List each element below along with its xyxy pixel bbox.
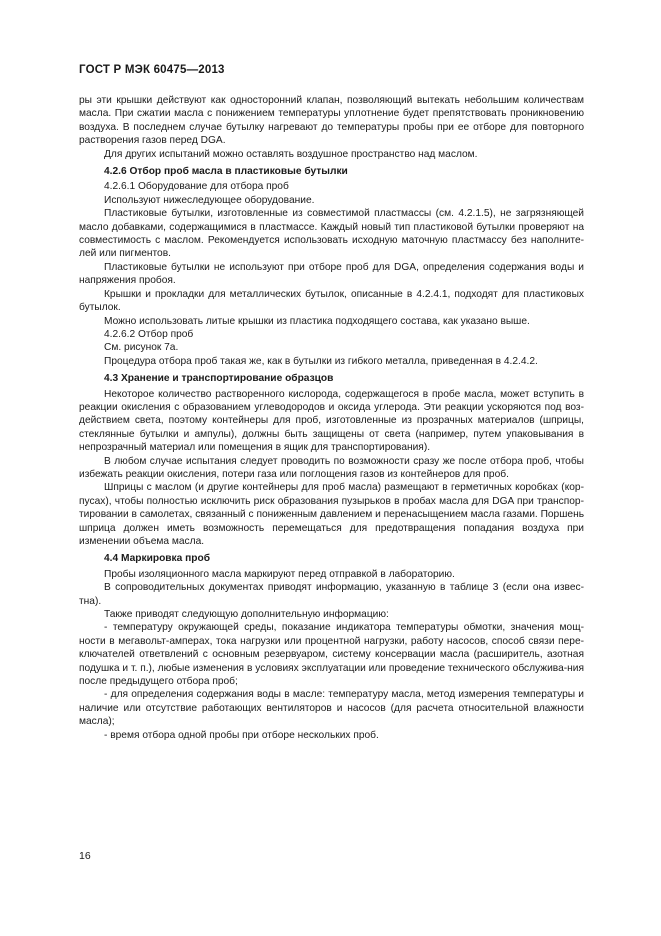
- document-body: [79, 94, 584, 742]
- page-number: 16: [79, 850, 91, 862]
- paragraph: Пластиковые бутылки не используют при отборе проб для DGA, определения содержания воды и напряжения пробоя.: [79, 261, 584, 287]
- paragraph: Процедура отбора проб такая же, как в бутылки из гибкого металла, приведенная в 4.2.4.2.: [104, 355, 538, 367]
- paragraph: Также приводят следующую дополнительную информацию:: [104, 609, 389, 621]
- document-header: ГОСТ Р МЭК 60475—2013: [79, 64, 225, 76]
- section-heading: 4.4 Маркировка проб: [104, 553, 211, 565]
- paragraph: В сопроводительных документах приводят информацию, указанную в таблице 3 (если она извес-тна).: [79, 582, 584, 607]
- list-item: - для определения содержания воды в масле: температуру масла, метод измерения температуры и наличие или отсутствие работающих вентиляторов и насосов (для расчета относительной влажности масла);: [79, 689, 584, 728]
- section-heading: 4.2.6 Отбор проб масла в пластиковые бутылки: [104, 166, 348, 178]
- paragraph: Пробы изоляционного масла маркируют перед отправкой в лабораторию.: [104, 568, 455, 580]
- paragraph: См. рисунок 7а.: [104, 342, 179, 354]
- paragraph: Пластиковые бутылки, изготовленные из совместимой пластмассы (см. 4.2.1.5), не загрязняющей масло добавками, содержащимися в пластмассе. Каждый новый тип пластиковой бутылки проверяют на совместимость с маслом. Рекомендуется использовать исходную маточную пластмассу без наполните-лей или пигментов.: [79, 208, 584, 260]
- section-heading: 4.3 Хранение и транспортирование образцов: [104, 373, 334, 385]
- paragraph: Крышки и прокладки для металлических бутылок, описанные в 4.2.4.1, подходят для пластиковых бутылок.: [79, 288, 584, 314]
- paragraph: В любом случае испытания следует проводить по возможности сразу же после отбора проб, чтобы избежать реакции окисления, потери газа или поглощения газов из контейнеров для проб.: [79, 455, 584, 480]
- paragraph: ры эти крышки действуют как односторонний клапан, позволяющий вытекать небольшим количествам масла. При сжатии масла с понижением температуры уплотнение будет препятствовать проникновению воздуха. В последнем случае бутылку нагревают до температуры пробы при ее отборе для повторного растворения газов перед DGA.: [79, 95, 584, 147]
- paragraph: Используют нижеследующее оборудование.: [104, 194, 315, 206]
- subsection-heading: 4.2.6.2 Отбор проб: [104, 328, 194, 340]
- paragraph: Для других испытаний можно оставлять воздушное пространство над маслом.: [104, 148, 478, 160]
- paragraph: Некоторое количество растворенного кислорода, содержащегося в пробе масла, может вступить в реакции окисления с образованием углеводородов и оксида углерода. Эти реакции ускоряются под воз-действием света, поэтому контейнеры для проб, изготовленные из прозрачных материалов (шприцы, стеклянные бутылки и ампулы), должны быть защищены от света (например, путем упаковывания в непрозрачный материал или помещения в ящик для транспортирования).: [79, 388, 584, 454]
- paragraph: Шприцы с маслом (и другие контейнеры для проб масла) размещают в герметичных коробках (кор-пусах), чтобы полностью исключить риск образования пузырьков в пробах масла для DGA при транспор-тировании в самолетах, связанный с пониженным давлением и перенасыщением масла газами. Поршень шприца должен иметь возможность перемещаться для предотвращения попадания воздуха при изменении объема масла.: [79, 482, 584, 547]
- list-item: - температуру окружающей среды, показание индикатора температуры обмотки, значения мощ-ности в мегавольт-амперах, тока нагрузки или процентной нагрузки, работу насосов, способ связи пере-ключателей ответвлений с основным резервуаром, систему консервации масла (расширитель, азотная подушка и т. п.), любые изменения в условиях эксплуатации или проведение технического обслужива-ния после предыдущего отбора проб;: [79, 622, 584, 688]
- paragraph: Можно использовать литые крышки из пластика подходящего состава, как указано выше.: [104, 315, 530, 327]
- subsection-heading: 4.2.6.1 Оборудование для отбора проб: [104, 181, 289, 193]
- list-item: - время отбора одной пробы при отборе нескольких проб.: [104, 729, 379, 741]
